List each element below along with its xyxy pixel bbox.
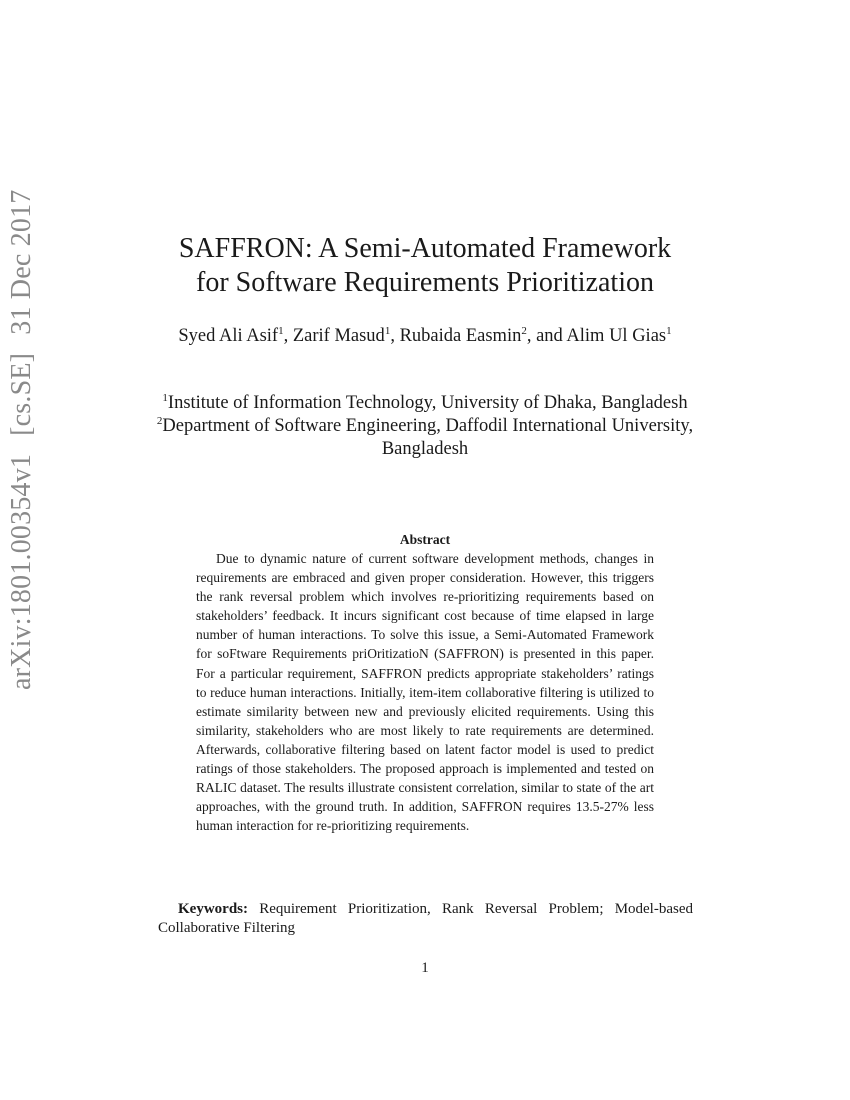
title-line-1: SAFFRON: A Semi-Automated Framework bbox=[178, 233, 672, 264]
paper-title bbox=[110, 232, 740, 300]
author-name: Zarif Masud bbox=[292, 326, 385, 346]
author-name: Alim Ul Gias bbox=[566, 326, 667, 346]
abstract-heading: Abstract bbox=[399, 532, 451, 547]
affiliation-text: Institute of Information Technology, University of Dhaka, Bangladesh bbox=[167, 393, 688, 413]
title-line-2: for Software Requirements Prioritization bbox=[196, 267, 654, 298]
affiliation-mark: 2 bbox=[156, 415, 163, 427]
affiliation-mark: 1 bbox=[278, 325, 284, 337]
keywords bbox=[158, 900, 693, 938]
arxiv-stamp bbox=[6, 189, 42, 690]
author-name: Rubaida Easmin bbox=[399, 326, 522, 346]
author-separator: , and bbox=[526, 326, 567, 346]
affiliation-list bbox=[140, 392, 710, 461]
affiliation bbox=[140, 415, 710, 461]
abstract-body: Due to dynamic nature of current software development methods, changes in requirements are embraced and given proper consideration. However, this triggers the rank reversal problem which involves re-prioritizing requirements based on stakeholders’ feedback. It incurs significant cost because of time elapsed in large number of human interactions. To solve this issue, a Semi-Automated Framework for soFtware Requirements priOritizatioN (SAFFRON) is presented in this paper. For a particular requirement, SAFFRON predicts appropriate stakeholders’ ratings to reduce human interactions. Initially, item-item collaborative filtering is utilized to estimate similarity between new and previously elicited requirements. Using this similarity, stakeholders who are most likely to rate requirements are determined. Afterwards, collaborative filtering based on latent factor model is used to predict ratings of those stakeholders. The proposed approach is implemented and tested on RALIC dataset. The results illustrate consistent correlation, similar to state of the art approaches, with the ground truth. In addition, SAFFRON requires 13.5-27% less human interaction for re-prioritizing requirements. bbox=[196, 551, 654, 834]
affiliation-mark: 1 bbox=[384, 325, 391, 337]
author-list bbox=[140, 325, 710, 348]
page-number: 1 bbox=[421, 960, 429, 976]
affiliation bbox=[140, 392, 710, 415]
affiliation-mark: 2 bbox=[521, 325, 527, 337]
author-separator: , bbox=[283, 326, 293, 346]
author-name: Syed Ali Asif bbox=[178, 326, 279, 346]
keywords-label: Keywords: bbox=[178, 901, 248, 917]
author-separator: , bbox=[390, 326, 400, 346]
arxiv-category: [cs.SE] bbox=[6, 352, 37, 436]
affiliation-mark: 1 bbox=[162, 392, 168, 404]
arxiv-date: 31 Dec 2017 bbox=[6, 189, 37, 335]
arxiv-id: arXiv:1801.00354v1 bbox=[6, 453, 37, 690]
keywords-text: Requirement Prioritization, Rank Reversal Problem; Model-based Collaborative Filtering bbox=[158, 901, 693, 936]
affiliation-text: Department of Software Engineering, Daffodil International University, Bangladesh bbox=[162, 416, 694, 459]
affiliation-mark: 1 bbox=[666, 325, 672, 337]
